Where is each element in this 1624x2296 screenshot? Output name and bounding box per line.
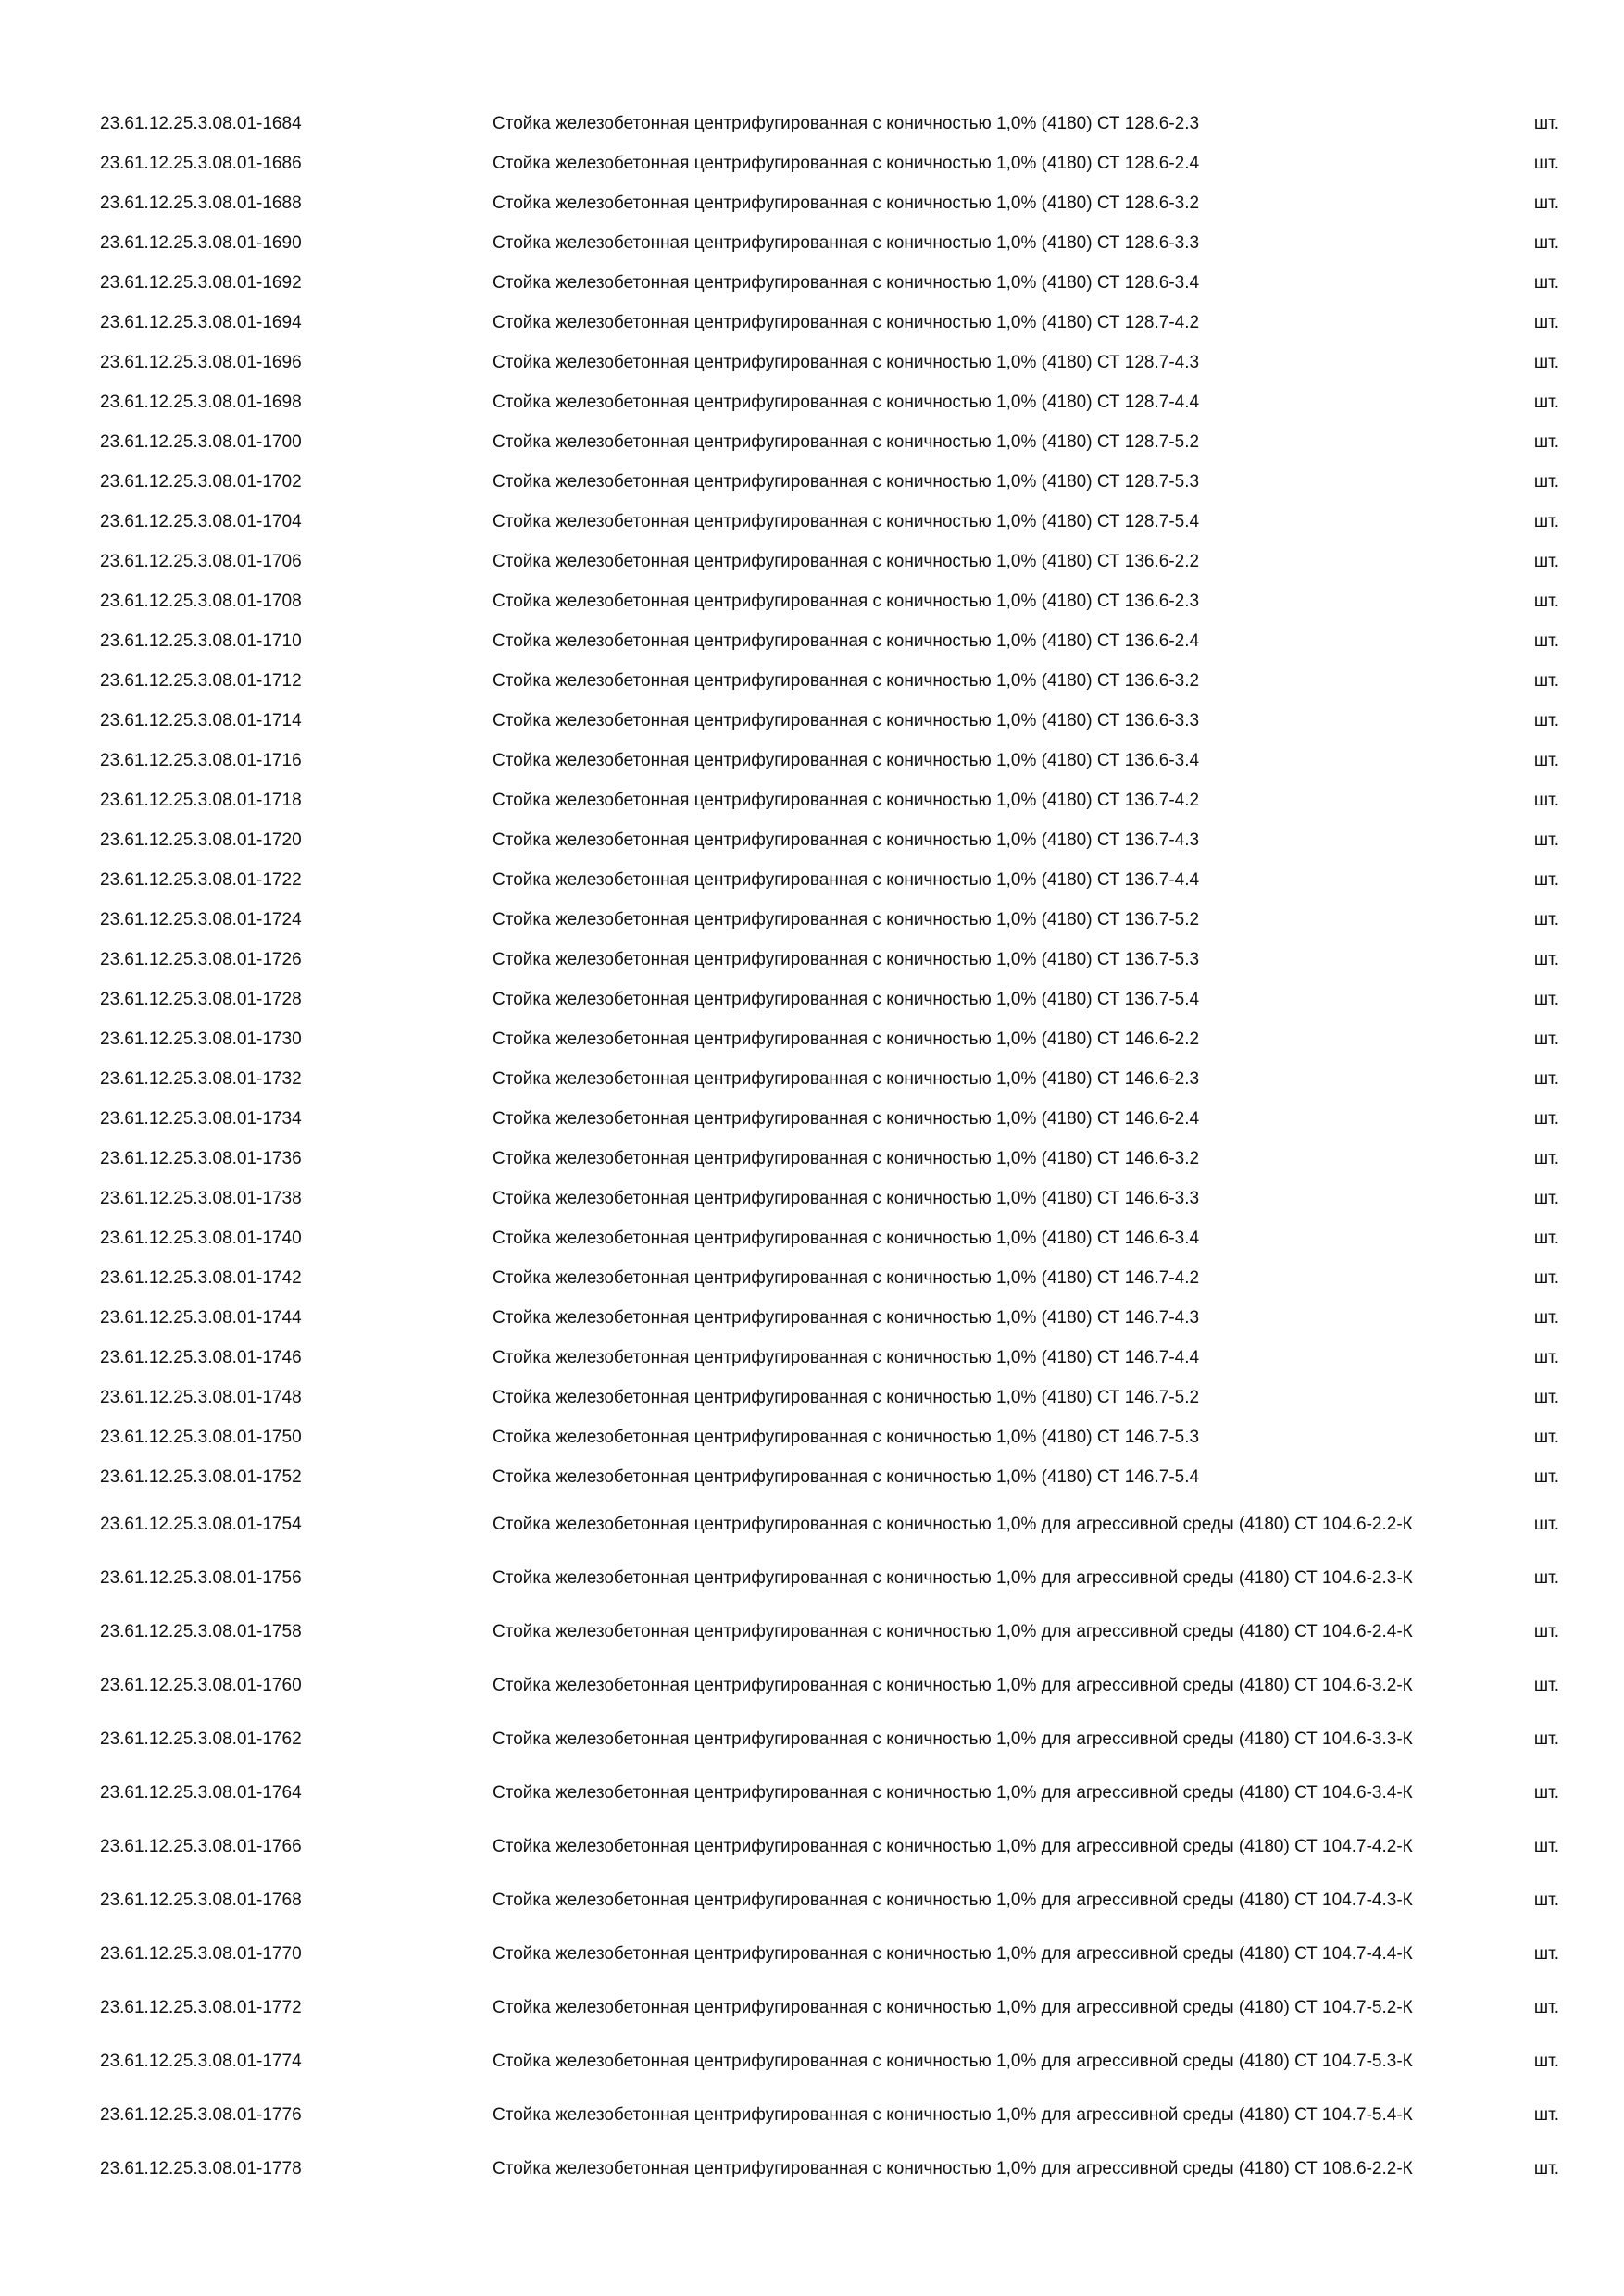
resource-unit: шт. <box>1533 1348 1559 1367</box>
resource-code: 23.61.12.25.3.08.01-1776 <box>100 2104 302 2125</box>
table-row <box>100 1604 1574 1658</box>
resource-code: 23.61.12.25.3.08.01-1770 <box>100 1943 302 1964</box>
resource-name: Стойка железобетонная центрифугированная с коничностью 1,0% для агрессивной среды (4180) СТ 104.7-4.2-К <box>493 1836 1413 1856</box>
resource-code: 23.61.12.25.3.08.01-1714 <box>100 711 302 730</box>
resource-code: 23.61.12.25.3.08.01-1756 <box>100 1567 302 1588</box>
resource-code: 23.61.12.25.3.08.01-1690 <box>100 233 302 253</box>
resource-name: Стойка железобетонная центрифугированная с коничностью 1,0% (4180) СТ 136.7-5.3 <box>493 950 1200 969</box>
resource-unit: шт. <box>1533 711 1559 730</box>
resource-code: 23.61.12.25.3.08.01-1722 <box>100 870 302 890</box>
resource-unit: шт. <box>1533 1268 1559 1288</box>
resource-code: 23.61.12.25.3.08.01-1712 <box>100 671 302 691</box>
resource-code: 23.61.12.25.3.08.01-1700 <box>100 432 302 452</box>
resource-code: 23.61.12.25.3.08.01-1732 <box>100 1069 302 1089</box>
resource-unit: шт. <box>1533 1621 1559 1641</box>
resource-unit: шт. <box>1533 2051 1559 2071</box>
table-row <box>100 1457 1574 1497</box>
resource-code: 23.61.12.25.3.08.01-1726 <box>100 950 302 969</box>
table-row <box>100 581 1574 621</box>
table-row <box>100 820 1574 860</box>
resource-name: Стойка железобетонная центрифугированная с коничностью 1,0% для агрессивной среды (4180) СТ 104.6-2.3-К <box>493 1567 1413 1588</box>
table-row <box>100 1712 1574 1766</box>
table-row <box>100 1059 1574 1099</box>
resource-code: 23.61.12.25.3.08.01-1704 <box>100 512 302 531</box>
resource-code: 23.61.12.25.3.08.01-1742 <box>100 1268 302 1288</box>
resource-code: 23.61.12.25.3.08.01-1760 <box>100 1675 302 1695</box>
resource-code: 23.61.12.25.3.08.01-1762 <box>100 1728 302 1749</box>
resource-unit: шт. <box>1533 830 1559 850</box>
resource-code: 23.61.12.25.3.08.01-1708 <box>100 592 302 611</box>
resource-name: Стойка железобетонная центрифугированная с коничностью 1,0% для агрессивной среды (4180) СТ 104.7-4.3-К <box>493 1890 1413 1910</box>
resource-name: Стойка железобетонная центрифугированная с коничностью 1,0% для агрессивной среды (4180) СТ 104.7-5.4-К <box>493 2104 1413 2125</box>
table-row <box>100 343 1574 382</box>
table-row <box>100 303 1574 343</box>
table-row <box>100 223 1574 263</box>
table-row <box>100 144 1574 183</box>
resource-name: Стойка железобетонная центрифугированная с коничностью 1,0% (4180) СТ 146.6-2.3 <box>493 1069 1200 1089</box>
resource-name: Стойка железобетонная центрифугированная с коничностью 1,0% (4180) СТ 146.6-3.3 <box>493 1189 1200 1208</box>
resource-table <box>100 104 1574 2195</box>
resource-code: 23.61.12.25.3.08.01-1774 <box>100 2051 302 2071</box>
resource-name: Стойка железобетонная центрифугированная с коничностью 1,0% для агрессивной среды (4180) СТ 104.6-3.2-К <box>493 1675 1413 1695</box>
resource-name: Стойка железобетонная центрифугированная с коничностью 1,0% для агрессивной среды (4180) СТ 104.6-3.3-К <box>493 1728 1413 1749</box>
resource-name: Стойка железобетонная центрифугированная с коничностью 1,0% (4180) СТ 128.7-5.2 <box>493 432 1200 452</box>
resource-unit: шт. <box>1533 791 1559 810</box>
table-row <box>100 780 1574 820</box>
resource-name: Стойка железобетонная центрифугированная с коничностью 1,0% (4180) СТ 146.6-2.4 <box>493 1109 1200 1129</box>
resource-code: 23.61.12.25.3.08.01-1754 <box>100 1514 302 1534</box>
resource-name: Стойка железобетонная центрифугированная с коничностью 1,0% (4180) СТ 136.7-5.4 <box>493 990 1200 1009</box>
table-row <box>100 980 1574 1019</box>
resource-name: Стойка железобетонная центрифугированная с коничностью 1,0% (4180) СТ 146.7-4.4 <box>493 1348 1200 1367</box>
resource-code: 23.61.12.25.3.08.01-1778 <box>100 2158 302 2178</box>
table-row <box>100 661 1574 701</box>
resource-name: Стойка железобетонная центрифугированная с коничностью 1,0% (4180) СТ 136.7-4.2 <box>493 791 1200 810</box>
resource-name: Стойка железобетонная центрифугированная с коничностью 1,0% (4180) СТ 136.6-2.4 <box>493 631 1200 651</box>
table-row <box>100 2088 1574 2141</box>
resource-unit: шт. <box>1533 1836 1559 1856</box>
resource-unit: шт. <box>1533 870 1559 890</box>
table-row <box>100 940 1574 980</box>
resource-code: 23.61.12.25.3.08.01-1696 <box>100 353 302 372</box>
resource-unit: шт. <box>1533 1229 1559 1248</box>
resource-name: Стойка железобетонная центрифугированная с коничностью 1,0% для агрессивной среды (4180) СТ 104.6-3.4-К <box>493 1782 1413 1803</box>
resource-unit: шт. <box>1533 512 1559 531</box>
resource-name: Стойка железобетонная центрифугированная с коничностью 1,0% (4180) СТ 128.6-3.4 <box>493 273 1200 293</box>
resource-name: Стойка железобетонная центрифугированная с коничностью 1,0% (4180) СТ 128.7-4.2 <box>493 313 1200 332</box>
table-row <box>100 1099 1574 1139</box>
table-row <box>100 422 1574 462</box>
resource-unit: шт. <box>1533 2158 1559 2178</box>
resource-name: Стойка железобетонная центрифугированная с коничностью 1,0% (4180) СТ 128.6-2.3 <box>493 114 1200 133</box>
table-row <box>100 1218 1574 1258</box>
resource-name: Стойка железобетонная центрифугированная с коничностью 1,0% (4180) СТ 146.6-3.4 <box>493 1229 1200 1248</box>
table-row <box>100 1497 1574 1551</box>
resource-unit: шт. <box>1533 472 1559 492</box>
resource-unit: шт. <box>1533 1149 1559 1168</box>
resource-unit: шт. <box>1533 2104 1559 2125</box>
resource-unit: шт. <box>1533 1388 1559 1407</box>
resource-unit: шт. <box>1533 950 1559 969</box>
resource-code: 23.61.12.25.3.08.01-1766 <box>100 1836 302 1856</box>
resource-unit: шт. <box>1533 552 1559 571</box>
table-row <box>100 2141 1574 2195</box>
resource-unit: шт. <box>1533 353 1559 372</box>
resource-name: Стойка железобетонная центрифугированная с коничностью 1,0% (4180) СТ 128.7-5.4 <box>493 512 1200 531</box>
resource-unit: шт. <box>1533 1890 1559 1910</box>
resource-unit: шт. <box>1533 114 1559 133</box>
resource-code: 23.61.12.25.3.08.01-1710 <box>100 631 302 651</box>
resource-code: 23.61.12.25.3.08.01-1702 <box>100 472 302 492</box>
table-row <box>100 1378 1574 1417</box>
resource-name: Стойка железобетонная центрифугированная с коничностью 1,0% (4180) СТ 146.7-5.3 <box>493 1428 1200 1447</box>
table-row <box>100 1338 1574 1378</box>
table-row <box>100 1766 1574 1819</box>
table-row <box>100 1873 1574 1927</box>
resource-unit: шт. <box>1533 154 1559 173</box>
resource-name: Стойка железобетонная центрифугированная с коничностью 1,0% для агрессивной среды (4180) СТ 104.7-5.3-К <box>493 2051 1413 2071</box>
resource-unit: шт. <box>1533 1728 1559 1749</box>
resource-code: 23.61.12.25.3.08.01-1724 <box>100 910 302 930</box>
resource-name: Стойка железобетонная центрифугированная с коничностью 1,0% (4180) СТ 128.6-3.3 <box>493 233 1200 253</box>
resource-name: Стойка железобетонная центрифугированная с коничностью 1,0% (4180) СТ 136.7-4.3 <box>493 830 1200 850</box>
resource-unit: шт. <box>1533 1189 1559 1208</box>
resource-unit: шт. <box>1533 1943 1559 1964</box>
table-row <box>100 741 1574 780</box>
table-row <box>100 1980 1574 2034</box>
table-row <box>100 263 1574 303</box>
resource-name: Стойка железобетонная центрифугированная с коничностью 1,0% (4180) СТ 128.6-3.2 <box>493 193 1200 213</box>
table-row <box>100 462 1574 502</box>
resource-unit: шт. <box>1533 1997 1559 2017</box>
resource-code: 23.61.12.25.3.08.01-1750 <box>100 1428 302 1447</box>
resource-code: 23.61.12.25.3.08.01-1748 <box>100 1388 302 1407</box>
resource-unit: шт. <box>1533 592 1559 611</box>
resource-name: Стойка железобетонная центрифугированная с коничностью 1,0% (4180) СТ 136.7-5.2 <box>493 910 1200 930</box>
resource-code: 23.61.12.25.3.08.01-1764 <box>100 1782 302 1803</box>
table-row <box>100 1417 1574 1457</box>
table-row <box>100 1139 1574 1179</box>
resource-name: Стойка железобетонная центрифугированная с коничностью 1,0% (4180) СТ 146.7-4.3 <box>493 1308 1200 1328</box>
table-row <box>100 1179 1574 1218</box>
table-row <box>100 701 1574 741</box>
resource-unit: шт. <box>1533 990 1559 1009</box>
resource-unit: шт. <box>1533 233 1559 253</box>
table-row <box>100 1019 1574 1059</box>
resource-unit: шт. <box>1533 1308 1559 1328</box>
resource-code: 23.61.12.25.3.08.01-1746 <box>100 1348 302 1367</box>
resource-unit: шт. <box>1533 1069 1559 1089</box>
table-row <box>100 621 1574 661</box>
resource-code: 23.61.12.25.3.08.01-1684 <box>100 114 302 133</box>
resource-unit: шт. <box>1533 1428 1559 1447</box>
table-row <box>100 1258 1574 1298</box>
resource-name: Стойка железобетонная центрифугированная с коничностью 1,0% (4180) СТ 146.7-4.2 <box>493 1268 1200 1288</box>
resource-name: Стойка железобетонная центрифугированная с коничностью 1,0% (4180) СТ 128.7-5.3 <box>493 472 1200 492</box>
resource-code: 23.61.12.25.3.08.01-1718 <box>100 791 302 810</box>
resource-unit: шт. <box>1533 631 1559 651</box>
table-row <box>100 900 1574 940</box>
resource-code: 23.61.12.25.3.08.01-1730 <box>100 1029 302 1049</box>
resource-name: Стойка железобетонная центрифугированная с коничностью 1,0% (4180) СТ 146.6-2.2 <box>493 1029 1200 1049</box>
resource-code: 23.61.12.25.3.08.01-1728 <box>100 990 302 1009</box>
resource-name: Стойка железобетонная центрифугированная с коничностью 1,0% для агрессивной среды (4180) СТ 104.7-4.4-К <box>493 1943 1413 1964</box>
resource-unit: шт. <box>1533 1109 1559 1129</box>
resource-name: Стойка железобетонная центрифугированная с коничностью 1,0% для агрессивной среды (4180) СТ 108.6-2.2-К <box>493 2158 1413 2178</box>
resource-code: 23.61.12.25.3.08.01-1706 <box>100 552 302 571</box>
resource-code: 23.61.12.25.3.08.01-1698 <box>100 393 302 412</box>
resource-name: Стойка железобетонная центрифугированная с коничностью 1,0% (4180) СТ 146.7-5.2 <box>493 1388 1200 1407</box>
table-row <box>100 1658 1574 1712</box>
resource-name: Стойка железобетонная центрифугированная с коничностью 1,0% (4180) СТ 136.7-4.4 <box>493 870 1200 890</box>
resource-code: 23.61.12.25.3.08.01-1740 <box>100 1229 302 1248</box>
resource-unit: шт. <box>1533 1514 1559 1534</box>
resource-unit: шт. <box>1533 313 1559 332</box>
table-row <box>100 1298 1574 1338</box>
table-row <box>100 1927 1574 1980</box>
table-row <box>100 183 1574 223</box>
resource-code: 23.61.12.25.3.08.01-1758 <box>100 1621 302 1641</box>
resource-unit: шт. <box>1533 1029 1559 1049</box>
resource-code: 23.61.12.25.3.08.01-1734 <box>100 1109 302 1129</box>
resource-unit: шт. <box>1533 671 1559 691</box>
resource-name: Стойка железобетонная центрифугированная с коничностью 1,0% (4180) СТ 128.6-2.4 <box>493 154 1200 173</box>
resource-name: Стойка железобетонная центрифугированная с коничностью 1,0% для агрессивной среды (4180) СТ 104.7-5.2-К <box>493 1997 1413 2017</box>
table-row <box>100 1551 1574 1604</box>
resource-unit: шт. <box>1533 1467 1559 1487</box>
resource-unit: шт. <box>1533 273 1559 293</box>
resource-unit: шт. <box>1533 1567 1559 1588</box>
table-row <box>100 542 1574 581</box>
resource-code: 23.61.12.25.3.08.01-1768 <box>100 1890 302 1910</box>
resource-code: 23.61.12.25.3.08.01-1736 <box>100 1149 302 1168</box>
table-row <box>100 2034 1574 2088</box>
resource-unit: шт. <box>1533 193 1559 213</box>
resource-code: 23.61.12.25.3.08.01-1686 <box>100 154 302 173</box>
resource-name: Стойка железобетонная центрифугированная с коничностью 1,0% (4180) СТ 146.6-3.2 <box>493 1149 1200 1168</box>
resource-name: Стойка железобетонная центрифугированная с коничностью 1,0% (4180) СТ 136.6-2.2 <box>493 552 1200 571</box>
table-row <box>100 860 1574 900</box>
resource-code: 23.61.12.25.3.08.01-1716 <box>100 751 302 770</box>
resource-code: 23.61.12.25.3.08.01-1738 <box>100 1189 302 1208</box>
resource-name: Стойка железобетонная центрифугированная с коничностью 1,0% (4180) СТ 136.6-2.3 <box>493 592 1200 611</box>
resource-unit: шт. <box>1533 910 1559 930</box>
resource-name: Стойка железобетонная центрифугированная с коничностью 1,0% (4180) СТ 128.7-4.3 <box>493 353 1200 372</box>
resource-unit: шт. <box>1533 1675 1559 1695</box>
resource-name: Стойка железобетонная центрифугированная с коничностью 1,0% (4180) СТ 136.6-3.4 <box>493 751 1200 770</box>
resource-code: 23.61.12.25.3.08.01-1720 <box>100 830 302 850</box>
resource-name: Стойка железобетонная центрифугированная с коничностью 1,0% (4180) СТ 136.6-3.2 <box>493 671 1200 691</box>
resource-code: 23.61.12.25.3.08.01-1694 <box>100 313 302 332</box>
table-row <box>100 1819 1574 1873</box>
table-row <box>100 382 1574 422</box>
resource-code: 23.61.12.25.3.08.01-1692 <box>100 273 302 293</box>
table-row <box>100 502 1574 542</box>
resource-unit: шт. <box>1533 1782 1559 1803</box>
resource-code: 23.61.12.25.3.08.01-1772 <box>100 1997 302 2017</box>
resource-code: 23.61.12.25.3.08.01-1688 <box>100 193 302 213</box>
resource-unit: шт. <box>1533 751 1559 770</box>
resource-name: Стойка железобетонная центрифугированная с коничностью 1,0% для агрессивной среды (4180) СТ 104.6-2.4-К <box>493 1621 1413 1641</box>
resource-unit: шт. <box>1533 393 1559 412</box>
resource-name: Стойка железобетонная центрифугированная с коничностью 1,0% (4180) СТ 136.6-3.3 <box>493 711 1200 730</box>
resource-unit: шт. <box>1533 432 1559 452</box>
table-row <box>100 104 1574 144</box>
resource-name: Стойка железобетонная центрифугированная с коничностью 1,0% (4180) СТ 146.7-5.4 <box>493 1467 1200 1487</box>
resource-code: 23.61.12.25.3.08.01-1752 <box>100 1467 302 1487</box>
resource-name: Стойка железобетонная центрифугированная с коничностью 1,0% (4180) СТ 128.7-4.4 <box>493 393 1200 412</box>
resource-name: Стойка железобетонная центрифугированная с коничностью 1,0% для агрессивной среды (4180) СТ 104.6-2.2-К <box>493 1514 1413 1534</box>
resource-code: 23.61.12.25.3.08.01-1744 <box>100 1308 302 1328</box>
